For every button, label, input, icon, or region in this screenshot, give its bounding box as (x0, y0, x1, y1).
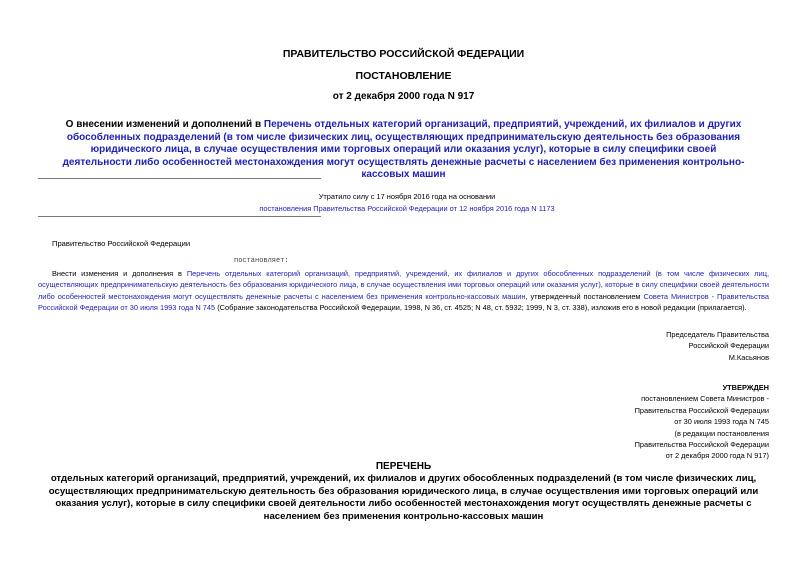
approval-line-5: Правительства Российской Федерации (634, 440, 769, 450)
approval-line-2: Правительства Российской Федерации (634, 405, 769, 415)
decides-label: постановляет: (234, 257, 289, 265)
paragraph-suffix: (Собрание законодательства Российской Федерации, 1998, N 36, ст. 4525; N 48, ст. 5932; 1999, N 3, ст. 338), изложив его в новой редакции (прилагается). (215, 303, 747, 313)
document-subject (60, 119, 747, 182)
subject-link[interactable]: Перечень отдельных категорий организаций, предприятий, учреждений, их филиалов и других обособленных подразделений (в том числе физических лиц, осуществляющих предпринимательскую деятельность без образования юридического лица, в случае осуществления ими торговых операций или оказания услуг), которые в силу специфики своей деятельности либо особенностей местонахождения могут осуществлять денежные расчеты с населением без применения контрольно-кассовых машин (62, 119, 745, 180)
approval-line-1: постановлением Совета Министров - (641, 394, 769, 404)
resolution-paragraph (38, 268, 769, 314)
approval-block (635, 382, 769, 462)
divider-bottom (38, 216, 321, 217)
signature-block (666, 329, 769, 363)
document-type: ПОСТАНОВЛЕНИЕ (355, 70, 452, 82)
document-date: от 2 декабря 2000 года N 917 (332, 91, 475, 102)
divider-top (38, 178, 321, 179)
approval-line-3: от 30 июля 1993 года N 745 (674, 417, 769, 427)
expiry-line-1: Утратило силу с 17 ноября 2016 года на основании (318, 192, 496, 201)
subject-prefix: О внесении изменений и дополнений в (65, 119, 264, 130)
signature-name: М.Касьянов (728, 352, 769, 362)
approval-title: УТВЕРЖДЕН (722, 383, 769, 392)
paragraph-mid: , утвержденный постановлением (525, 291, 644, 301)
signature-line-1: Председатель Правительства (666, 330, 769, 339)
signature-line-2: Российской Федерации (688, 341, 769, 351)
approval-line-4: (в редакции постановления (674, 428, 769, 438)
issuer-label: Правительство Российской Федерации (52, 239, 191, 248)
approval-line-6: от 2 декабря 2000 года N 917) (665, 451, 769, 461)
expiry-link[interactable]: постановления Правительства Российской Федерации от 12 ноября 2016 года N 1173 (259, 204, 555, 213)
decree-745-link[interactable]: Совета Министров - Правительства Российской Федерации от 30 июля 1993 года N 745 (38, 291, 769, 313)
government-heading: ПРАВИТЕЛЬСТВО РОССИЙСКОЙ ФЕДЕРАЦИИ (282, 48, 525, 60)
list-title: ПЕРЕЧЕНЬ (375, 461, 432, 472)
list-link[interactable]: Перечень отдельных категорий организаций, предприятий, учреждений, их филиалов и других обособленных подразделений (в том числе физических лиц, осуществляющих предпринимательскую деятельность без образования юридического лица, в случае осуществления ими торговых операций или оказания услуг), которые в силу специфики своей деятельности либо особенностей местонахождения могут осуществлять денежные расчеты с населением без применения контрольно-кассовых машин (38, 269, 769, 301)
list-subtitle: отдельных категорий организаций, предприятий, учреждений, их филиалов и других обособленных подразделений (в том числе физических лиц, осуществляющих предпринимательскую деятельность без образования юридического лица, в случае осуществления ими торговых операций или оказания услуг), которые в силу специфики своей деятельности либо особенностей местонахождения могут осуществлять денежные расчеты с населением без применения контрольно-кассовых машин (48, 473, 759, 522)
paragraph-prefix: Внести изменения и дополнения в (52, 269, 187, 278)
